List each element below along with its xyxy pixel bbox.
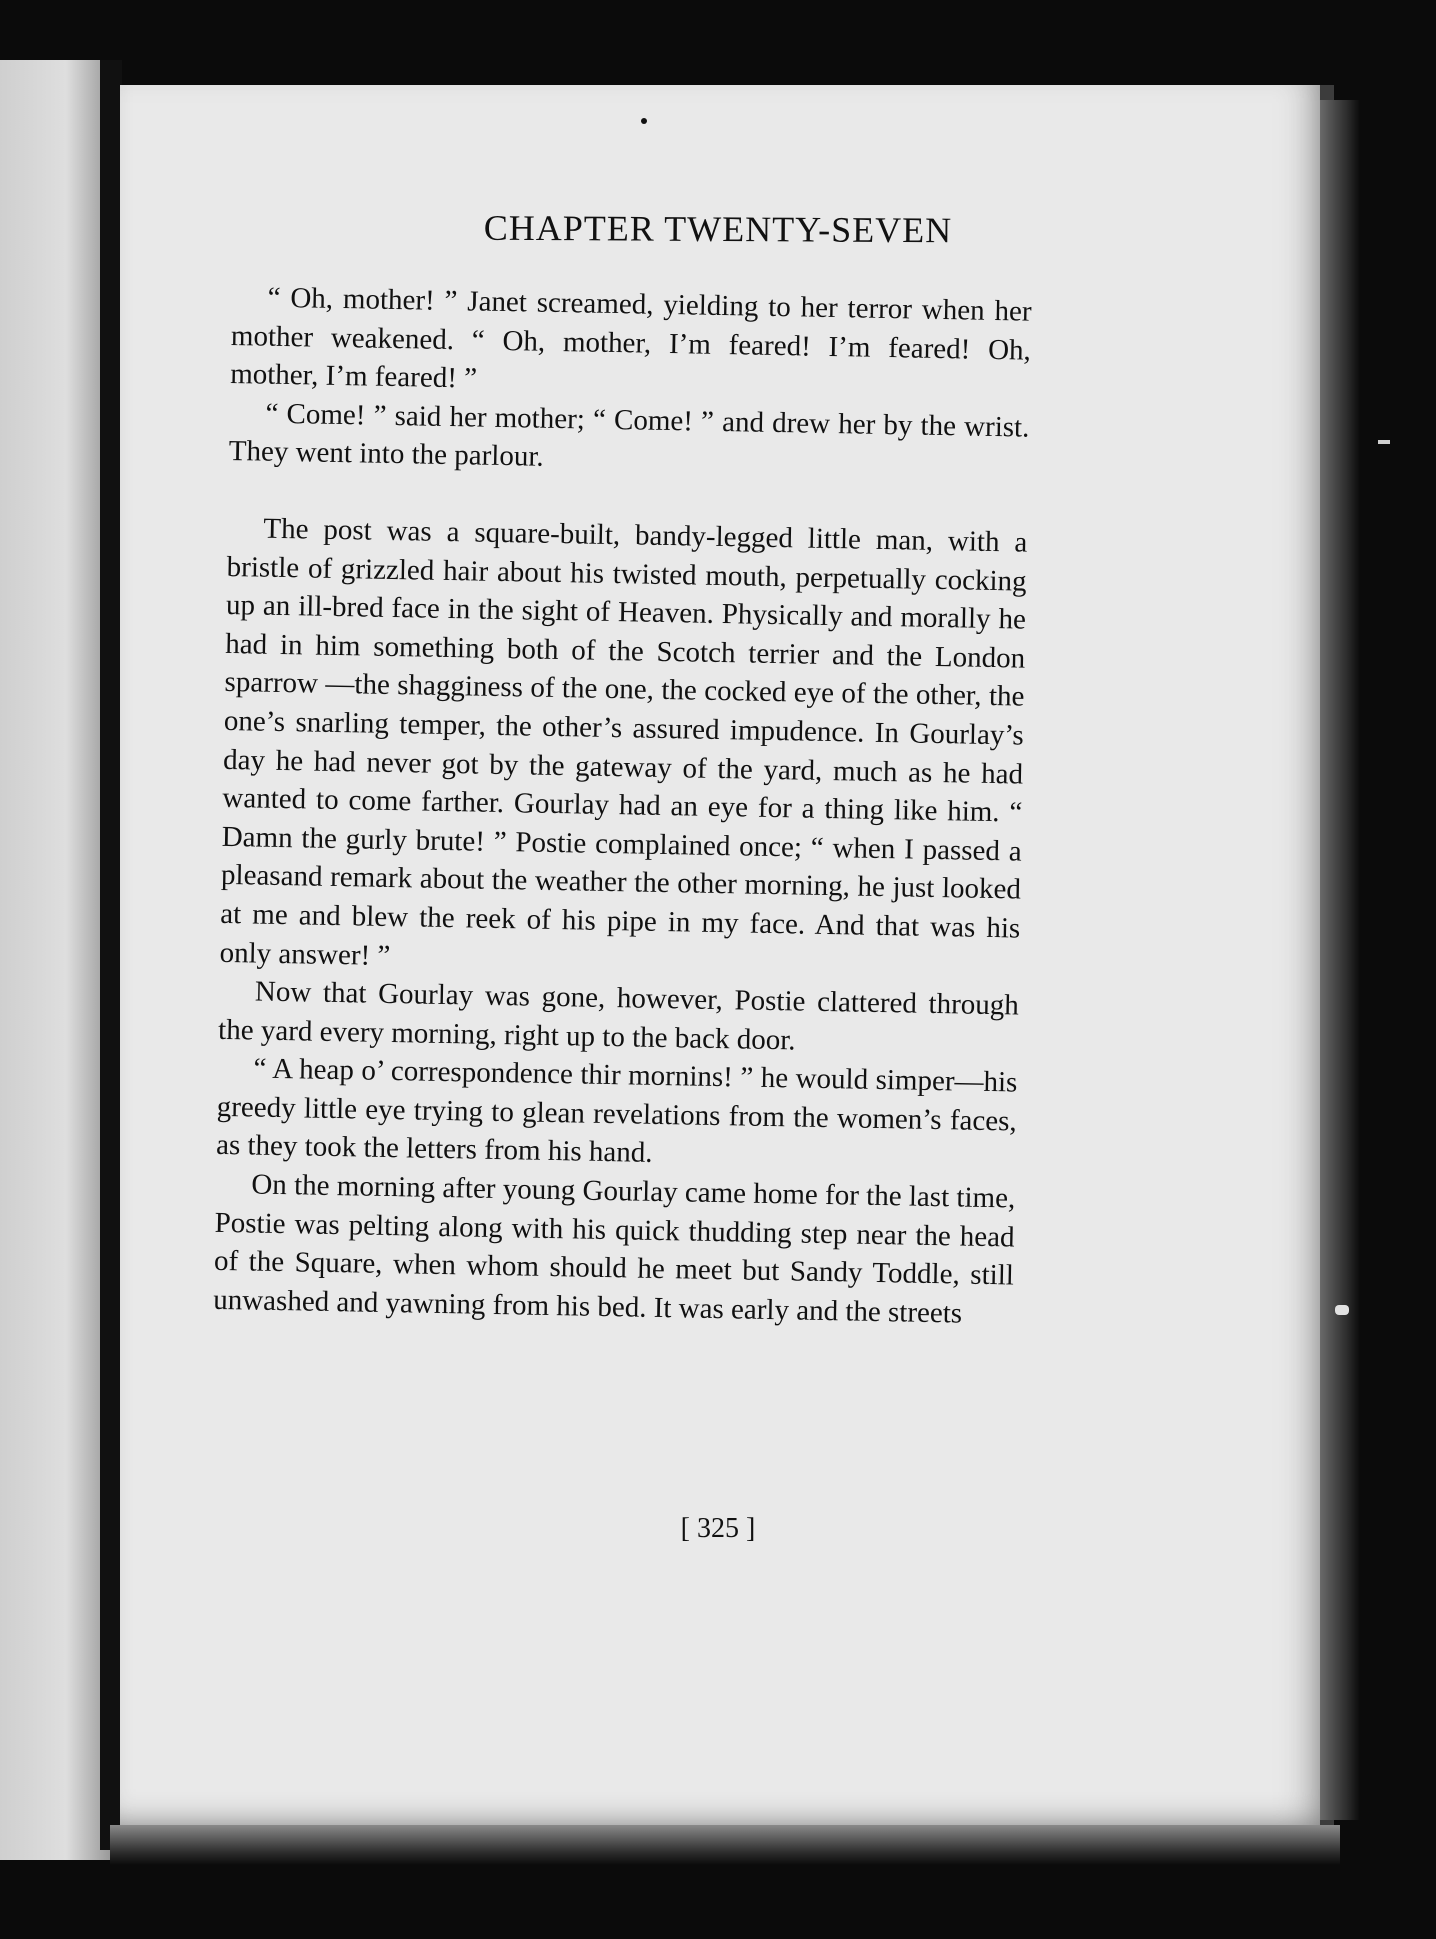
scan-speck xyxy=(1378,440,1390,444)
page-mark xyxy=(641,118,647,124)
left-facing-page xyxy=(0,60,110,1860)
page-number: [ 325 ] xyxy=(680,1513,756,1544)
paragraph: The post was a square-built, bandy-legged little man, with a bristle of grizzled hair about his twisted mouth, perpetually cocking up an ill-bred face in the sight of Heaven. Physically and morally he had in him something both of the Scotch terrier and the London sparrow —the shagginess of the one, the cocked eye of the other, the one’s snarling temper, the other’s assured impudence. In Gourlay’s day he had never got by the gateway of the yard, much as he had wanted to come farther. Gourlay had an eye for a thing like him. “ Damn the gurly brute! ” Postie complained once; “ when I passed a pleasand remark about the weather the other morning, he just looked at me and blew the reek of his pipe in my face. And that was his only answer! ” xyxy=(219,512,1028,972)
scan-speck xyxy=(1335,1305,1349,1315)
page-right-edge xyxy=(1320,100,1360,1820)
paragraph: Now that Gourlay was gone, however, Postie clattered through the yard every morning, right up to the back door. xyxy=(217,975,1020,1057)
page-bottom-edge xyxy=(110,1825,1340,1865)
paragraph: “ Oh, mother! ” Janet screamed, yielding to her terror when her mother weakened. “ Oh, mother, I’m feared! I’m feared! Oh, mother, I’m feared! ” xyxy=(229,281,1032,395)
book-gutter xyxy=(100,60,122,1850)
body-text xyxy=(213,278,1032,1334)
paragraph: “ Come! ” said her mother; “ Come! ” and drew her by the wrist. They went into the parlour. xyxy=(228,397,1030,474)
chapter-title: CHAPTER TWENTY-SEVEN xyxy=(483,207,953,251)
paragraph: On the morning after young Gourlay came home for the last time, Postie was pelting along with his quick thudding step near the head of the Square, when whom should he meet but Sandy Toddle, still unwashed and yawning from his bed. It was early and the streets xyxy=(212,1168,1016,1330)
paragraph: “ A heap o’ correspondence thir mornins! ” he would simper—his greedy little eye trying to glean revelations from the women’s faces, as they took the letters from his hand. xyxy=(215,1052,1018,1170)
